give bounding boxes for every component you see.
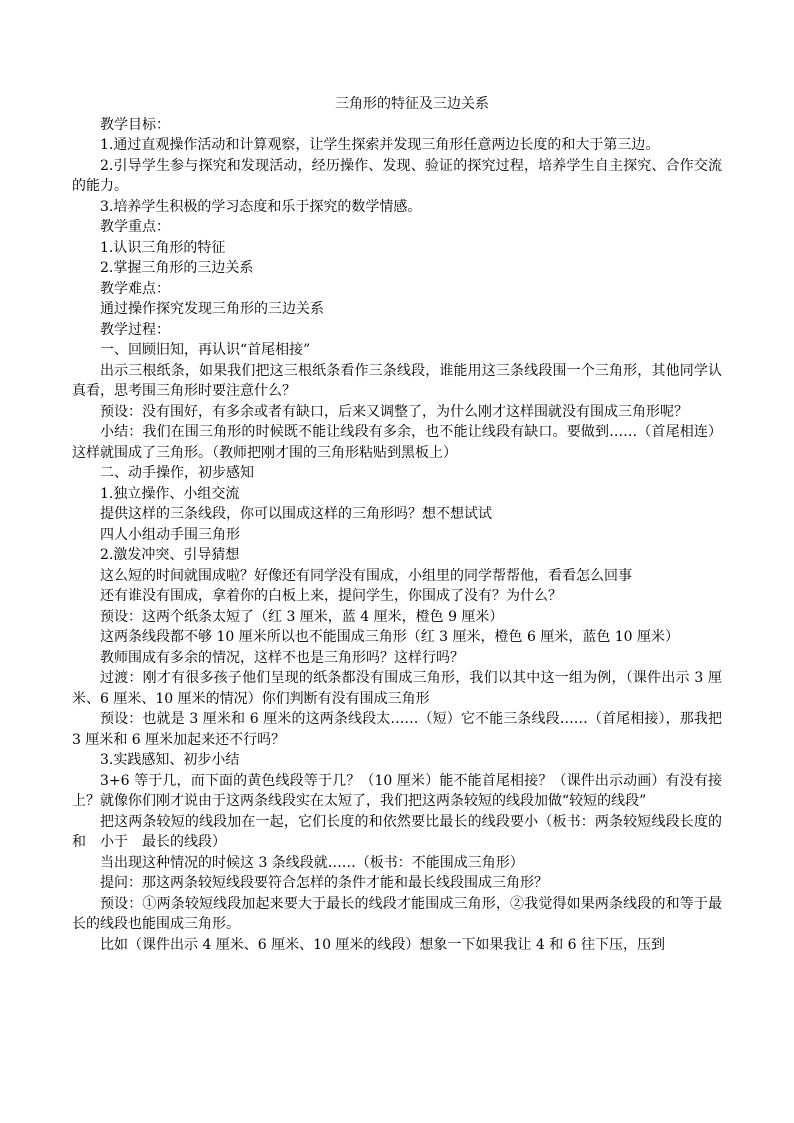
paragraph: 教学过程：	[100, 321, 170, 338]
paragraph: 3.培养学生积极的学习态度和乐于探究的数学情感。	[100, 198, 422, 215]
paragraph: 1.认识三角形的特征	[100, 239, 226, 256]
paragraph: 2.掌握三角形的三边关系	[100, 260, 254, 276]
paragraph: 把这两条较短的线段加在一起，它们长度的和依然要比最长的线段要小（板书：两条较短线段长度的和 小于 最长的线段）	[72, 813, 722, 850]
paragraph: 预设：这两个纸条太短了（红 3 厘米，蓝 4 厘米，橙色 9 厘米）	[100, 608, 504, 625]
paragraph: 当出现这种情况的时候这 3 条线段就……（板书：不能围成三角形）	[100, 854, 524, 871]
paragraph: 小结：我们在围三角形的时候既不能让线段有多余，也不能让线段有缺口。要做到……（首尾相连）这样就围成了三角形。（教师把刚才围的三角形粘贴到黑板上）	[72, 424, 722, 461]
paragraph: 通过操作探究发现三角形的三边关系	[100, 301, 324, 317]
paragraph: 提供这样的三条线段，你可以围成这样的三角形吗？想不想试试	[100, 506, 492, 522]
paragraph: 教学难点：	[100, 280, 170, 297]
paragraph: 过渡：刚才有很多孩子他们呈现的纸条都没有围成三角形，我们以其中这一组为例，（课件出示 3 厘米、6 厘米、10 厘米的情况）你们判断有没有围成三角形	[72, 670, 722, 707]
document-body	[72, 115, 722, 956]
paragraph: 四人小组动手围三角形	[100, 526, 240, 543]
paragraph: 预设：也就是 3 厘米和 6 厘米的这两条线段太……（短）它不能三条线段……（首尾相接），那我把 3 厘米和 6 厘米加起来还不行吗？	[72, 711, 722, 748]
document-title: 三角形的特征及三边关系	[335, 96, 489, 112]
paragraph: 提问：那这两条较短线段要符合怎样的条件才能和最长线段围成三角形？	[100, 875, 548, 891]
paragraph: 1.独立操作、小组交流	[100, 485, 240, 502]
paragraph: 二、动手操作，初步感知	[100, 465, 254, 481]
paragraph: 预设：没有围好，有多余或者有缺口，后来又调整了，为什么刚才这样围就没有围成三角形呢？	[100, 403, 688, 420]
paragraph: 出示三根纸条，如果我们把这三根纸条看作三条线段，谁能用这三条线段围一个三角形，其他同学认真看，思考围三角形时要注意什么？	[72, 362, 722, 399]
paragraph: 比如（课件出示 4 厘米、6 厘米、10 厘米的线段）想象一下如果我让 4 和 6 往下压，压到	[100, 936, 666, 953]
paragraph: 3+6 等于几，而下面的黄色线段等于几？（10 厘米）能不能首尾相接？（课件出示动画）有没有接上？就像你们刚才说由于这两条线段实在太短了，我们把这两条较短的线段加做“较短的线段”	[72, 772, 722, 809]
paragraph: 这么短的时间就围成啦？好像还有同学没有围成，小组里的同学帮帮他，看看怎么回事	[100, 567, 632, 584]
document-page	[72, 94, 722, 955]
paragraph: 1.通过直观操作活动和计算观察，让学生探索并发现三角形任意两边长度的和大于第三边。	[100, 137, 660, 153]
paragraph: 这两条线段都不够 10 厘米所以也不能围成三角形（红 3 厘米，橙色 6 厘米，蓝色 10 厘米）	[100, 629, 680, 645]
paragraph: 教学目标：	[100, 116, 170, 133]
paragraph: 一、回顾旧知，再认识“首尾相接”	[100, 342, 311, 358]
paragraph: 2.引导学生参与探究和发现活动，经历操作、发现、验证的探究过程，培养学生自主探究、合作交流的能力。	[72, 157, 722, 194]
paragraph: 还有谁没有围成，拿着你的白板上来，提问学生，你围成了没有？为什么？	[100, 588, 562, 604]
paragraph: 3.实践感知、初步小结	[100, 752, 240, 768]
paragraph: 预设：①两条较短线段加起来要大于最长的线段才能围成三角形，②我觉得如果两条线段的和等于最长的线段也能围成三角形。	[72, 895, 722, 932]
paragraph: 教学重点：	[100, 219, 170, 235]
paragraph: 教师围成有多余的情况，这样不也是三角形吗？这样行吗？	[100, 649, 464, 666]
paragraph: 2.激发冲突、引导猜想	[100, 547, 240, 563]
